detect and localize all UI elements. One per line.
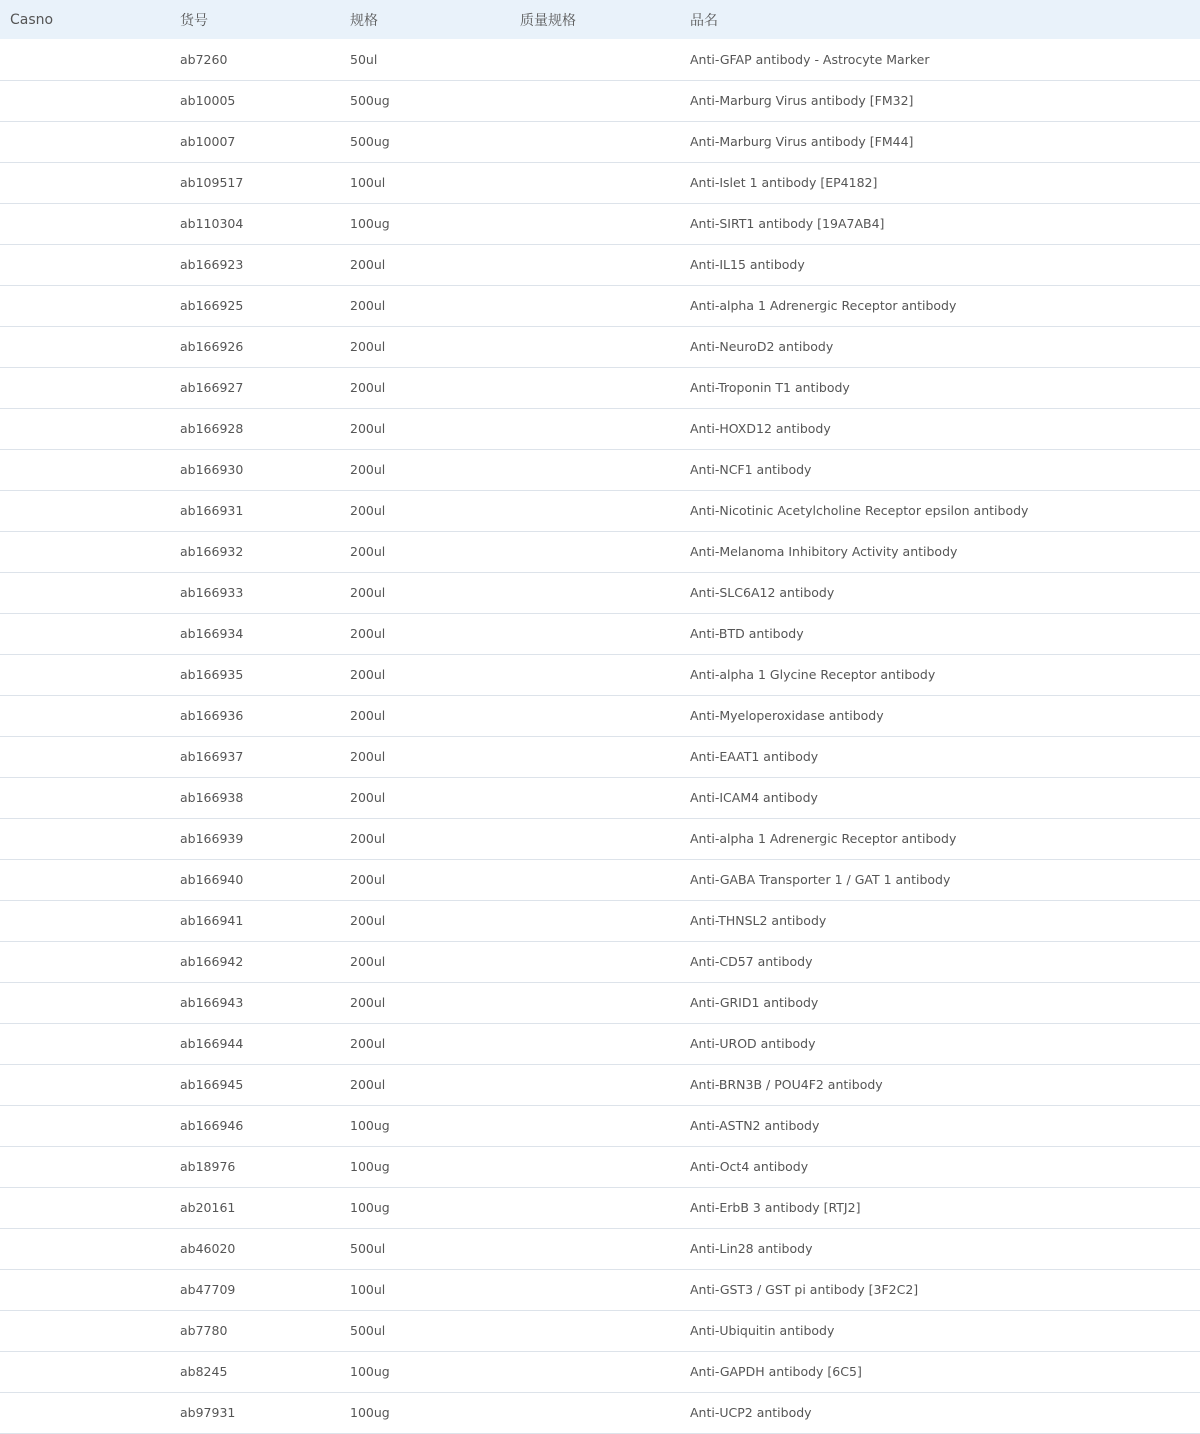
table-row (0, 490, 1200, 531)
cell-quality-spec (520, 777, 690, 818)
table-row (0, 449, 1200, 490)
cell-catalog-no: ab166943 (180, 982, 350, 1023)
cell-casno (0, 1105, 180, 1146)
cell-catalog-no: ab166926 (180, 326, 350, 367)
cell-catalog-no: ab166940 (180, 859, 350, 900)
cell-casno (0, 736, 180, 777)
table-row (0, 121, 1200, 162)
cell-spec: 500ul (350, 1228, 520, 1269)
table-header-row (0, 0, 1200, 39)
cell-catalog-no: ab109517 (180, 162, 350, 203)
cell-product-name: Anti-BTD antibody (690, 613, 1200, 654)
cell-spec: 200ul (350, 531, 520, 572)
cell-quality-spec (520, 244, 690, 285)
cell-casno (0, 490, 180, 531)
cell-spec: 200ul (350, 326, 520, 367)
header-casno: Casno (10, 11, 54, 28)
table-row (0, 1310, 1200, 1351)
cell-catalog-no: ab20161 (180, 1187, 350, 1228)
cell-spec: 500ug (350, 80, 520, 121)
cell-quality-spec (520, 80, 690, 121)
cell-catalog-no: ab10007 (180, 121, 350, 162)
cell-product-name: Anti-HOXD12 antibody (690, 408, 1200, 449)
cell-spec: 200ul (350, 285, 520, 326)
cell-quality-spec (520, 613, 690, 654)
cell-casno (0, 244, 180, 285)
cell-casno (0, 613, 180, 654)
cell-spec: 200ul (350, 859, 520, 900)
cell-catalog-no: ab166927 (180, 367, 350, 408)
table-row (0, 80, 1200, 121)
cell-product-name: Anti-SIRT1 antibody [19A7AB4] (690, 203, 1200, 244)
table-row (0, 1064, 1200, 1105)
table-row (0, 654, 1200, 695)
cell-catalog-no: ab47709 (180, 1269, 350, 1310)
cell-casno (0, 326, 180, 367)
cell-quality-spec (520, 1023, 690, 1064)
cell-product-name: Anti-Marburg Virus antibody [FM32] (690, 80, 1200, 121)
cell-product-name: Anti-Nicotinic Acetylcholine Receptor epsilon antibody (690, 490, 1200, 531)
cell-product-name: Anti-GFAP antibody - Astrocyte Marker (690, 39, 1200, 80)
table-row (0, 244, 1200, 285)
cell-quality-spec (520, 326, 690, 367)
cell-spec: 200ul (350, 244, 520, 285)
cell-casno (0, 818, 180, 859)
cell-spec: 100ug (350, 1392, 520, 1433)
cell-catalog-no: ab166923 (180, 244, 350, 285)
table-row (0, 695, 1200, 736)
cell-spec: 200ul (350, 941, 520, 982)
cell-casno (0, 1023, 180, 1064)
table-row (0, 1187, 1200, 1228)
cell-catalog-no: ab166942 (180, 941, 350, 982)
cell-catalog-no: ab166939 (180, 818, 350, 859)
table-row (0, 1269, 1200, 1310)
table-row (0, 1105, 1200, 1146)
cell-spec: 200ul (350, 736, 520, 777)
cell-product-name: Anti-ErbB 3 antibody [RTJ2] (690, 1187, 1200, 1228)
cell-quality-spec (520, 941, 690, 982)
cell-quality-spec (520, 818, 690, 859)
cell-spec: 200ul (350, 490, 520, 531)
cell-catalog-no: ab97931 (180, 1392, 350, 1433)
cell-catalog-no: ab166944 (180, 1023, 350, 1064)
cell-product-name: Anti-SLC6A12 antibody (690, 572, 1200, 613)
cell-product-name: Anti-alpha 1 Adrenergic Receptor antibody (690, 818, 1200, 859)
cell-catalog-no: ab166946 (180, 1105, 350, 1146)
table-row (0, 777, 1200, 818)
cell-casno (0, 695, 180, 736)
table-row (0, 408, 1200, 449)
cell-product-name: Anti-ASTN2 antibody (690, 1105, 1200, 1146)
cell-quality-spec (520, 203, 690, 244)
table-row (0, 531, 1200, 572)
cell-product-name: Anti-CD57 antibody (690, 941, 1200, 982)
cell-catalog-no: ab166941 (180, 900, 350, 941)
cell-casno (0, 777, 180, 818)
table-row (0, 285, 1200, 326)
table-row (0, 1351, 1200, 1392)
cell-product-name: Anti-BRN3B / POU4F2 antibody (690, 1064, 1200, 1105)
table-body (0, 39, 1200, 1433)
cell-spec: 200ul (350, 818, 520, 859)
cell-casno (0, 1269, 180, 1310)
table-header (0, 0, 1200, 39)
cell-quality-spec (520, 695, 690, 736)
cell-product-name: Anti-GST3 / GST pi antibody [3F2C2] (690, 1269, 1200, 1310)
cell-quality-spec (520, 1187, 690, 1228)
cell-product-name: Anti-alpha 1 Adrenergic Receptor antibody (690, 285, 1200, 326)
cell-catalog-no: ab46020 (180, 1228, 350, 1269)
cell-casno (0, 1310, 180, 1351)
cell-quality-spec (520, 572, 690, 613)
cell-product-name: Anti-IL15 antibody (690, 244, 1200, 285)
cell-product-name: Anti-Troponin T1 antibody (690, 367, 1200, 408)
cell-catalog-no: ab166931 (180, 490, 350, 531)
cell-spec: 500ul (350, 1310, 520, 1351)
cell-casno (0, 1228, 180, 1269)
cell-casno (0, 1187, 180, 1228)
cell-casno (0, 859, 180, 900)
cell-catalog-no: ab166925 (180, 285, 350, 326)
cell-catalog-no: ab10005 (180, 80, 350, 121)
table-row (0, 1146, 1200, 1187)
table-row (0, 982, 1200, 1023)
cell-quality-spec (520, 1105, 690, 1146)
cell-catalog-no: ab166937 (180, 736, 350, 777)
cell-catalog-no: ab110304 (180, 203, 350, 244)
cell-spec: 500ug (350, 121, 520, 162)
cell-catalog-no: ab7780 (180, 1310, 350, 1351)
table-row (0, 326, 1200, 367)
cell-casno (0, 900, 180, 941)
cell-casno (0, 941, 180, 982)
table-row (0, 162, 1200, 203)
cell-catalog-no: ab166933 (180, 572, 350, 613)
table-row (0, 941, 1200, 982)
header-spec: 规格 (350, 12, 378, 29)
table-row (0, 613, 1200, 654)
cell-catalog-no: ab166938 (180, 777, 350, 818)
cell-casno (0, 982, 180, 1023)
cell-catalog-no: ab7260 (180, 39, 350, 80)
cell-spec: 100ul (350, 1269, 520, 1310)
cell-casno (0, 203, 180, 244)
cell-spec: 200ul (350, 408, 520, 449)
cell-product-name: Anti-GAPDH antibody [6C5] (690, 1351, 1200, 1392)
cell-product-name: Anti-UROD antibody (690, 1023, 1200, 1064)
cell-catalog-no: ab18976 (180, 1146, 350, 1187)
cell-spec: 200ul (350, 1023, 520, 1064)
table-row (0, 39, 1200, 80)
table-row (0, 736, 1200, 777)
cell-spec: 200ul (350, 777, 520, 818)
cell-casno (0, 39, 180, 80)
cell-product-name: Anti-NCF1 antibody (690, 449, 1200, 490)
cell-product-name: Anti-EAAT1 antibody (690, 736, 1200, 777)
cell-spec: 200ul (350, 449, 520, 490)
cell-spec: 50ul (350, 39, 520, 80)
cell-spec: 100ul (350, 162, 520, 203)
cell-catalog-no: ab166928 (180, 408, 350, 449)
table-row (0, 818, 1200, 859)
table-row (0, 203, 1200, 244)
cell-spec: 200ul (350, 695, 520, 736)
cell-product-name: Anti-alpha 1 Glycine Receptor antibody (690, 654, 1200, 695)
cell-quality-spec (520, 490, 690, 531)
table-row (0, 1228, 1200, 1269)
cell-casno (0, 449, 180, 490)
cell-product-name: Anti-Melanoma Inhibitory Activity antibody (690, 531, 1200, 572)
cell-casno (0, 1064, 180, 1105)
cell-spec: 100ug (350, 203, 520, 244)
cell-spec: 200ul (350, 367, 520, 408)
cell-product-name: Anti-Lin28 antibody (690, 1228, 1200, 1269)
cell-casno (0, 654, 180, 695)
cell-casno (0, 1351, 180, 1392)
cell-product-name: Anti-Islet 1 antibody [EP4182] (690, 162, 1200, 203)
cell-spec: 200ul (350, 982, 520, 1023)
cell-quality-spec (520, 736, 690, 777)
cell-casno (0, 531, 180, 572)
table-row (0, 900, 1200, 941)
cell-spec: 200ul (350, 900, 520, 941)
cell-spec: 100ug (350, 1105, 520, 1146)
cell-product-name: Anti-Ubiquitin antibody (690, 1310, 1200, 1351)
table-row (0, 367, 1200, 408)
cell-casno (0, 285, 180, 326)
cell-quality-spec (520, 1146, 690, 1187)
cell-catalog-no: ab166945 (180, 1064, 350, 1105)
table-row (0, 1392, 1200, 1433)
cell-product-name: Anti-ICAM4 antibody (690, 777, 1200, 818)
cell-catalog-no: ab8245 (180, 1351, 350, 1392)
cell-product-name: Anti-Marburg Virus antibody [FM44] (690, 121, 1200, 162)
cell-product-name: Anti-UCP2 antibody (690, 1392, 1200, 1433)
cell-product-name: Anti-Oct4 antibody (690, 1146, 1200, 1187)
cell-casno (0, 121, 180, 162)
cell-quality-spec (520, 39, 690, 80)
cell-catalog-no: ab166932 (180, 531, 350, 572)
cell-quality-spec (520, 367, 690, 408)
cell-quality-spec (520, 121, 690, 162)
cell-casno (0, 408, 180, 449)
table-row (0, 1023, 1200, 1064)
cell-catalog-no: ab166936 (180, 695, 350, 736)
cell-casno (0, 162, 180, 203)
table-row (0, 859, 1200, 900)
cell-quality-spec (520, 1228, 690, 1269)
cell-spec: 100ug (350, 1187, 520, 1228)
cell-quality-spec (520, 1392, 690, 1433)
cell-casno (0, 367, 180, 408)
cell-quality-spec (520, 531, 690, 572)
cell-spec: 100ug (350, 1351, 520, 1392)
cell-spec: 100ug (350, 1146, 520, 1187)
cell-quality-spec (520, 1351, 690, 1392)
cell-quality-spec (520, 1269, 690, 1310)
cell-quality-spec (520, 900, 690, 941)
cell-quality-spec (520, 162, 690, 203)
cell-product-name: Anti-GABA Transporter 1 / GAT 1 antibody (690, 859, 1200, 900)
cell-casno (0, 572, 180, 613)
cell-spec: 200ul (350, 613, 520, 654)
header-quality-spec: 质量规格 (520, 12, 576, 29)
cell-product-name: Anti-GRID1 antibody (690, 982, 1200, 1023)
cell-casno (0, 1146, 180, 1187)
cell-quality-spec (520, 654, 690, 695)
cell-quality-spec (520, 859, 690, 900)
cell-casno (0, 1392, 180, 1433)
cell-catalog-no: ab166930 (180, 449, 350, 490)
header-catalog-no: 货号 (180, 12, 208, 29)
cell-product-name: Anti-NeuroD2 antibody (690, 326, 1200, 367)
cell-quality-spec (520, 285, 690, 326)
cell-casno (0, 80, 180, 121)
cell-quality-spec (520, 1064, 690, 1105)
cell-quality-spec (520, 449, 690, 490)
table-row (0, 572, 1200, 613)
cell-quality-spec (520, 408, 690, 449)
header-product-name: 品名 (690, 12, 718, 29)
cell-spec: 200ul (350, 654, 520, 695)
cell-catalog-no: ab166935 (180, 654, 350, 695)
cell-product-name: Anti-Myeloperoxidase antibody (690, 695, 1200, 736)
cell-quality-spec (520, 982, 690, 1023)
cell-spec: 200ul (350, 1064, 520, 1105)
cell-product-name: Anti-THNSL2 antibody (690, 900, 1200, 941)
cell-quality-spec (520, 1310, 690, 1351)
cell-spec: 200ul (350, 572, 520, 613)
cell-catalog-no: ab166934 (180, 613, 350, 654)
